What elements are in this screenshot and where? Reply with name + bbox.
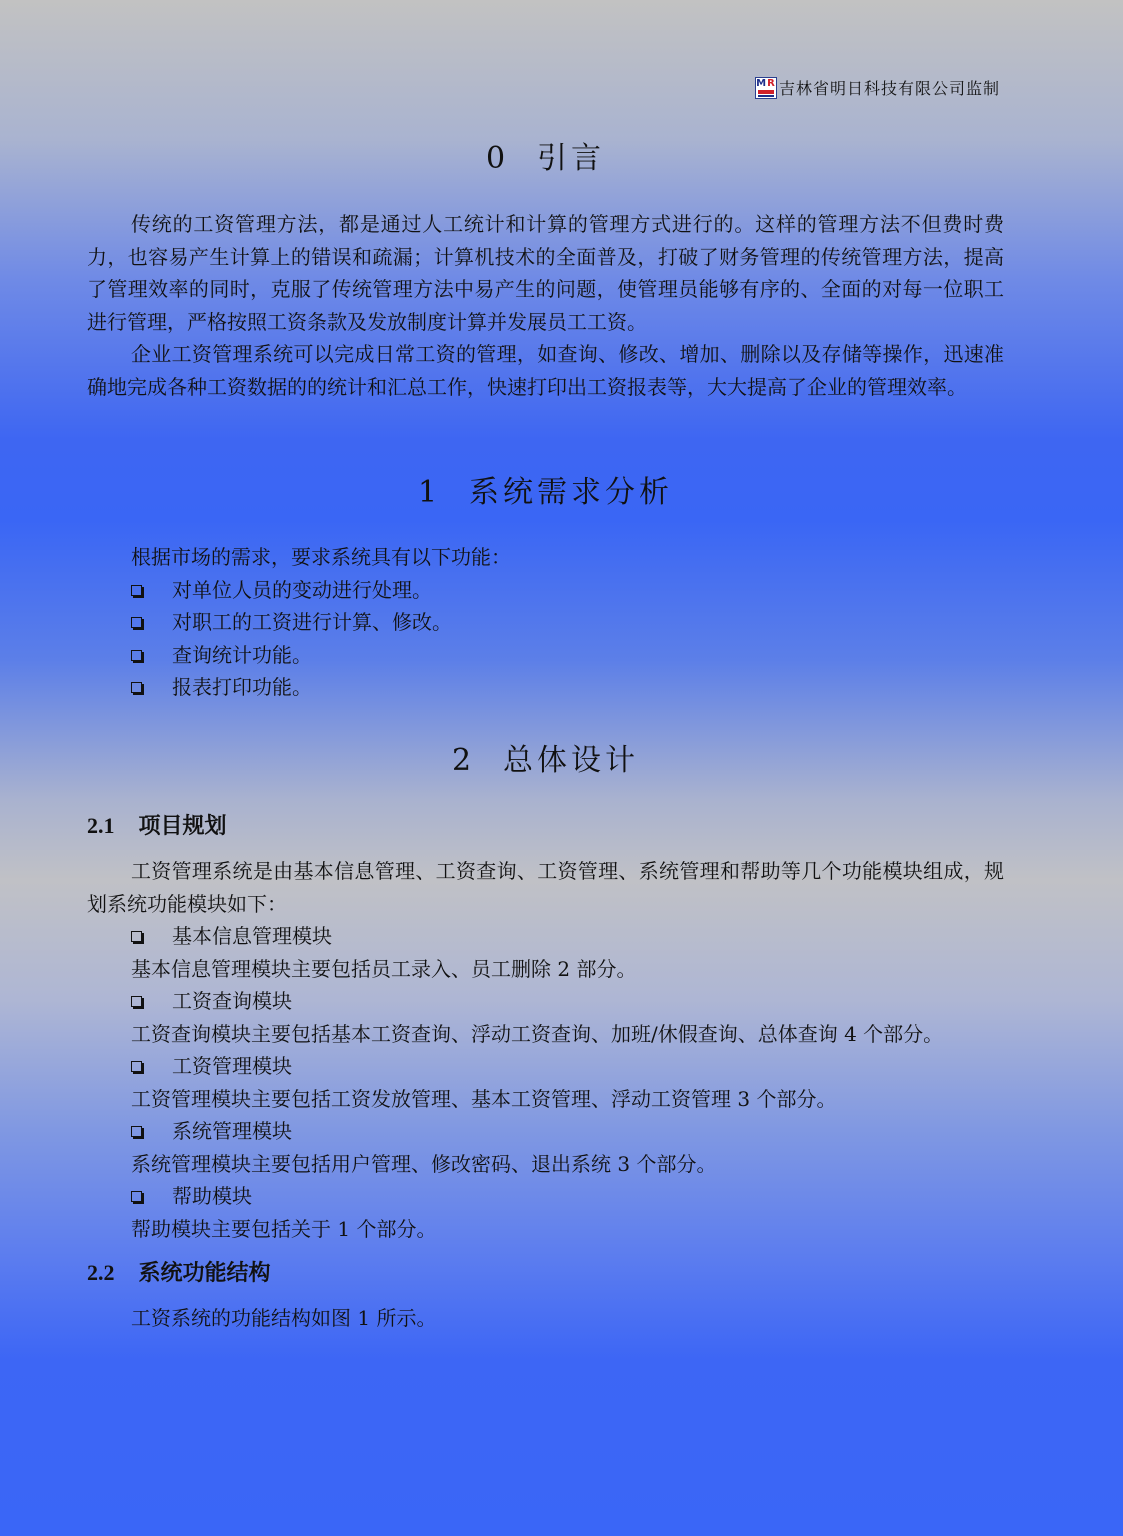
mr-logo-icon: MR (755, 77, 777, 99)
checkbox-bullet-icon (131, 931, 142, 942)
section-number: 2 (451, 743, 476, 778)
checkbox-bullet-icon (131, 1126, 142, 1137)
list-item: 查询统计功能。 (131, 639, 312, 671)
module-description: 工资查询模块主要包括基本工资查询、浮动工资查询、加班/休假查询、总体查询 4 个部分。 (131, 1022, 944, 1046)
module-description: 基本信息管理模块主要包括员工录入、员工删除 2 部分。 (131, 957, 637, 981)
section-0-heading (87, 133, 1004, 177)
module-description: 系统管理模块主要包括用户管理、修改密码、退出系统 3 个部分。 (131, 1152, 717, 1176)
checkbox-bullet-icon (131, 996, 142, 1007)
module-description: 帮助模块主要包括关于 1 个部分。 (131, 1217, 437, 1241)
list-item: 工资查询模块 (131, 985, 292, 1017)
section-2-heading (87, 735, 1004, 779)
list-item: 基本信息管理模块 (131, 920, 332, 952)
section-title: 引言 (537, 141, 606, 176)
checkbox-bullet-icon (131, 682, 142, 693)
section-title: 总体设计 (503, 743, 640, 778)
checkbox-bullet-icon (131, 1061, 142, 1072)
module-description: 工资管理模块主要包括工资发放管理、基本工资管理、浮动工资管理 3 个部分。 (131, 1087, 837, 1111)
section-1-heading (87, 467, 1004, 511)
planning-intro: 工资管理系统是由基本信息管理、工资查询、工资管理、系统管理和帮助等几个功能模块组成，规划系统功能模块如下： (87, 859, 1004, 916)
list-item: 帮助模块 (131, 1180, 252, 1212)
checkbox-bullet-icon (131, 650, 142, 661)
list-item: 工资管理模块 (131, 1050, 292, 1082)
checkbox-bullet-icon (131, 585, 142, 596)
list-item: 系统管理模块 (131, 1115, 292, 1147)
section-title: 系统需求分析 (469, 475, 674, 510)
page-header (755, 76, 1000, 99)
list-item: 对单位人员的变动进行处理。 (131, 574, 432, 606)
requirements-intro: 根据市场的需求，要求系统具有以下功能： (131, 545, 511, 569)
section-number: 1 (417, 475, 442, 510)
subsection-2-1-heading: 2.1 项目规划 (87, 813, 227, 839)
checkbox-bullet-icon (131, 1191, 142, 1202)
subsection-2-2-heading: 2.2 系统功能结构 (87, 1260, 271, 1286)
header-company-text: 吉林省明日科技有限公司监制 (778, 79, 1000, 98)
intro-paragraph-2: 企业工资管理系统可以完成日常工资的管理，如查询、修改、增加、删除以及存储等操作，迅速准确地完成各种工资数据的的统计和汇总工作，快速打印出工资报表等，大大提高了企业的管理效率。 (87, 342, 1004, 399)
section-number: 0 (485, 141, 510, 176)
intro-paragraph-1: 传统的工资管理方法，都是通过人工统计和计算的管理方式进行的。这样的管理方法不但费时费力，也容易产生计算上的错误和疏漏；计算机技术的全面普及，打破了财务管理的传统管理方法，提高了管理效率的同时，克服了传统管理方法中易产生的问题，使管理员能够有序的、全面的对每一位职工进行管理，严格按照工资条款及发放制度计算并发展员工工资。 (87, 212, 1004, 334)
list-item: 对职工的工资进行计算、修改。 (131, 606, 452, 638)
checkbox-bullet-icon (131, 617, 142, 628)
structure-text: 工资系统的功能结构如图 1 所示。 (131, 1306, 437, 1330)
list-item: 报表打印功能。 (131, 671, 312, 703)
